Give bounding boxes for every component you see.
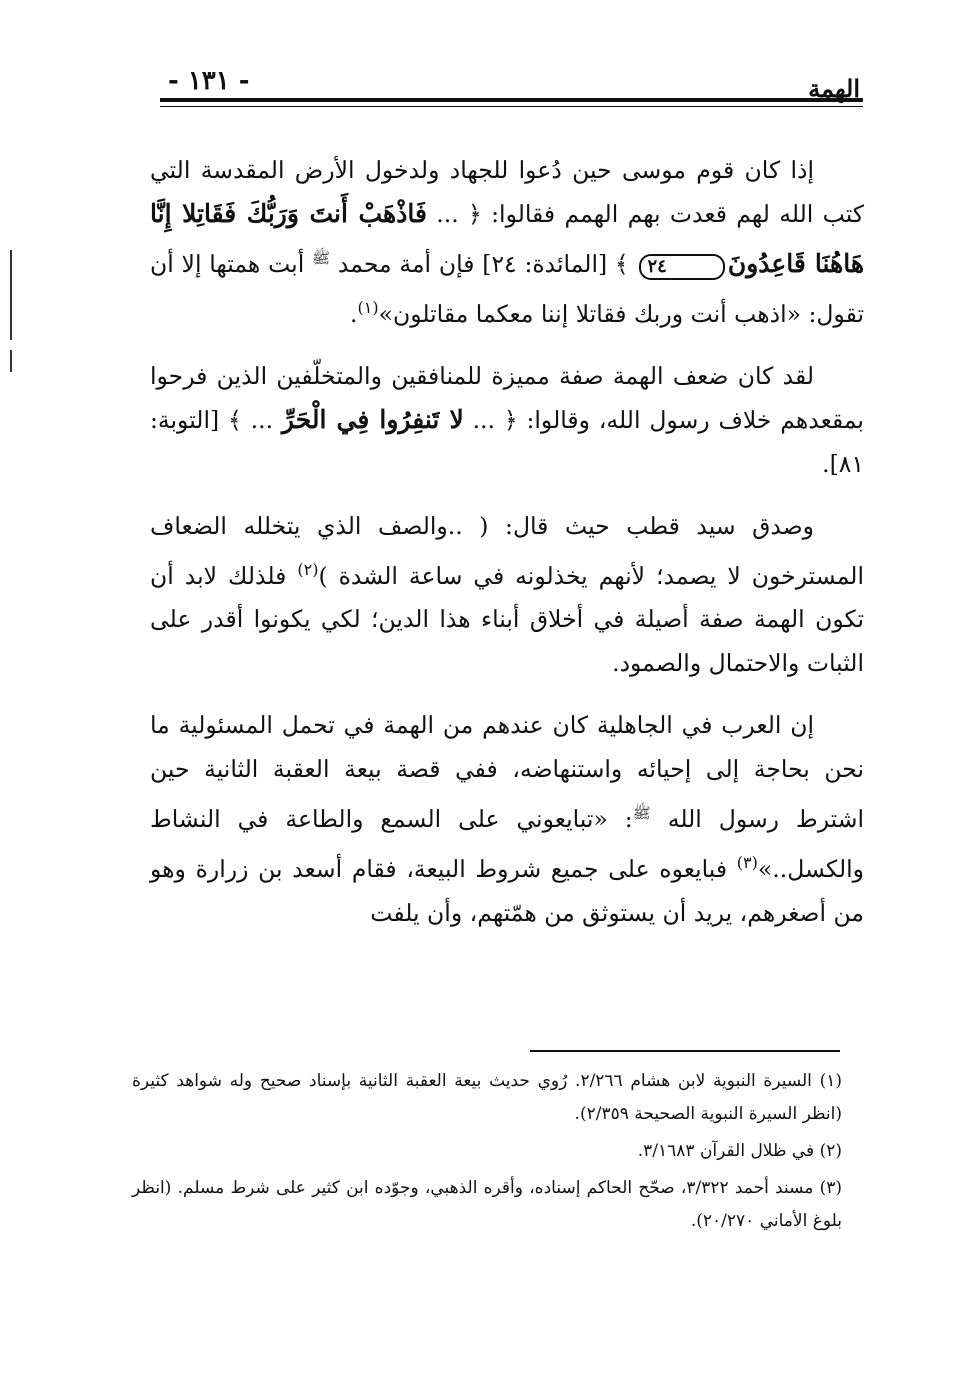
paragraph-text: فلذلك لابد أن تكون الهمة صفة أصيلة في أخلاق أبناء هذا الدين؛ لكي يكونوا أقدر على الثبات والاحتمال والصمود. bbox=[150, 561, 864, 678]
salutation-mark: ﷺ bbox=[312, 249, 331, 267]
paragraph-text: إذا كان قوم موسى حين دُعوا للجهاد ولدخول الأرض المقدسة التي كتب الله لهم قعدت بهم الهمم فقالوا: ﴿ ... bbox=[150, 156, 865, 228]
footnotes bbox=[132, 1065, 842, 1242]
paragraph-text: أبت همتها إلا أن تقول: «اذهب أنت وربك فقاتلا إننا معكما مقاتلون» bbox=[150, 249, 864, 328]
paragraph-text: إن العرب في الجاهلية كان عندهم من الهمة في تحمل المسئولية ما نحن بحاجة إلى إحيائه واستنهاضه، ففي قصة بيعة العقبة الثانية حين اشترط رسول الله bbox=[150, 711, 864, 834]
paragraph-text: : «تبايعوني على السمع والطاعة في النشاط والكسل..» bbox=[150, 805, 864, 884]
paragraph-text: وصدق سيد قطب حيث قال: ( ..والصف الذي يتخلله الضعاف المسترخون لا يصمد؛ لأنهم يخذلونه في ساعة الشدة ) bbox=[150, 511, 864, 590]
paragraph-text: . bbox=[350, 299, 358, 328]
scan-margin-mark bbox=[10, 350, 12, 372]
paragraph-text: لقد كان ضعف الهمة صفة مميزة للمنافقين والمتخلّفين الذين فرحوا بمقعدهم خلاف رسول الله، وقالوا: ﴿ ... bbox=[150, 361, 864, 434]
quran-verse: لا تَنفِرُوا فِي الْحَرِّ bbox=[281, 404, 464, 434]
footnote-separator bbox=[530, 1050, 840, 1052]
footnote: (٢) في ظلال القرآن ٣/١٦٨٣. bbox=[637, 1141, 842, 1161]
header-rule-thin bbox=[160, 106, 863, 107]
footnote-reference: (٣) bbox=[736, 853, 758, 873]
footnote: (٣) مسند أحمد ٣/٣٢٢، صحّح الحاكم إسناده، وأقره الذهبي، وجوّده ابن كثير على شرط مسلم. (انظر بلوغ الأماني ٢٠/٢٧٠). bbox=[132, 1178, 842, 1231]
salutation-mark: ﷺ bbox=[632, 804, 651, 823]
paragraph bbox=[150, 504, 864, 686]
body-text bbox=[150, 148, 864, 953]
header-rule bbox=[160, 98, 863, 102]
quran-verse: فَاذْهَبْ أَنتَ وَرَبُّكَ فَقَاتِلا إِنَّا هَاهُنَا قَاعِدُونَ bbox=[150, 199, 865, 278]
page-header bbox=[160, 60, 860, 110]
paragraph-text: ... ﴾ [التوبة: ٨١]. bbox=[150, 405, 864, 478]
paragraph-text: فبايعوه على جميع شروط البيعة، فقام أسعد بن زرارة وهو من أصغرهم، يريد أن يستوثق من همّتهم، وأن يلفت bbox=[150, 855, 864, 928]
paragraph bbox=[150, 148, 864, 336]
paragraph bbox=[150, 354, 864, 486]
scan-margin-mark bbox=[10, 250, 12, 340]
footnote-reference: (١) bbox=[357, 297, 379, 317]
page-number: - ١٣١ - bbox=[168, 66, 250, 96]
footnote: (١) السيرة النبوية لابن هشام ٢/٢٦٦. رُوي حديث بيعة العقبة الثانية بإسناد صحيح وله شواهد كثيرة (انظر السيرة النبوية الصحيحة ٢/٣٥٩). bbox=[132, 1071, 842, 1124]
chapter-title: الهمة bbox=[808, 74, 860, 103]
paragraph bbox=[150, 703, 864, 935]
paragraph-text: ﴾ [المائدة: ٢٤] فإن أمة محمد bbox=[330, 249, 637, 278]
ayah-number: ٢٤ bbox=[639, 254, 724, 280]
footnote-reference: (٢) bbox=[297, 559, 319, 579]
